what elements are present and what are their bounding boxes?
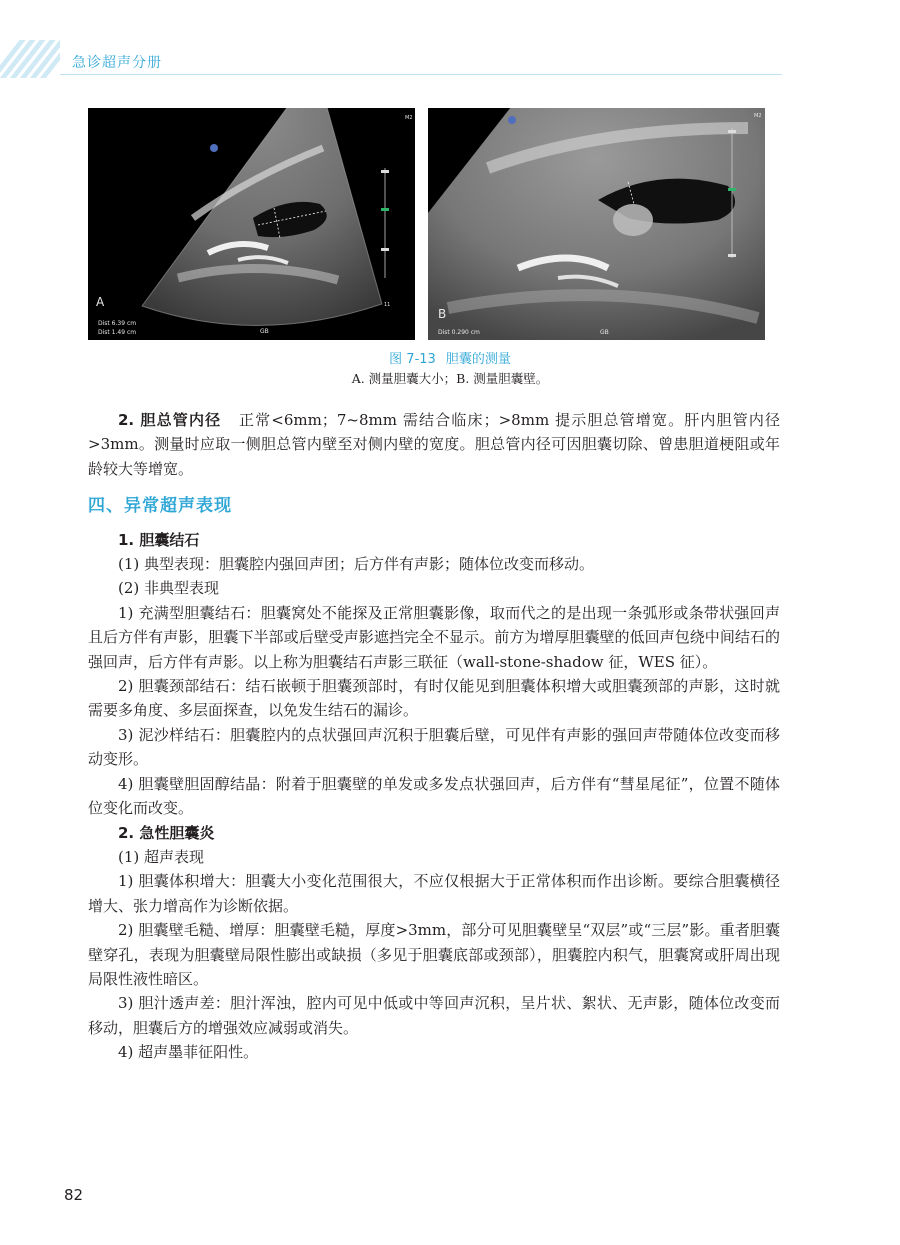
paragraph-us-findings: (1) 超声表现 (118, 847, 205, 866)
figure-title: 胆囊的测量 (445, 352, 511, 367)
figure-subcaption: A. 测量胆囊大小；B. 测量胆囊壁。 (351, 371, 549, 386)
panel-a-depth-label: 11 (384, 302, 391, 308)
paragraph-text: 正常<6mm；7~8mm 需结合临床；>8mm 提示胆总管增宽。肝内胆管内径>3mm。测量时应取一侧胆总管内壁至对侧内壁的宽度。胆总管内径可因胆囊切除、曾患胆道梗阻或年龄较大等增宽。 (88, 411, 780, 478)
paragraph-wall-thickening: 2) 胆囊壁毛糙、增厚：胆囊壁毛糙，厚度>3mm，部分可见胆囊壁呈“双层”或“三层”影。重者胆囊壁穿孔，表现为胆囊壁局限性膨出或缺损（多见于胆囊底部或颈部），胆囊腔内积气，胆囊窝或肝周出现局限性液性暗区。 (88, 921, 780, 988)
panel-b-dist-1: Dist 0.290 cm (438, 329, 480, 336)
panel-b-gb-label: GB (600, 329, 609, 336)
panel-a-dist-2: Dist 1.49 cm (98, 329, 137, 336)
paragraph-sludge-stone: 3) 泥沙样结石：胆囊腔内的点状强回声沉积于胆囊后壁，可见伴有声影的强回声带随体位改变而移动变形。 (88, 725, 780, 769)
panel-a-gb-label: GB (260, 328, 269, 335)
figure-caption (0, 348, 900, 367)
header-rule (60, 74, 782, 75)
paragraph-atypical: (2) 非典型表现 (118, 579, 220, 598)
panel-b-label: B (438, 307, 447, 321)
paragraph-lead: 2. 胆总管内径 (118, 411, 222, 429)
ultrasound-image-a (88, 108, 415, 340)
page-number: 82 (64, 1186, 84, 1204)
svg-text:M2: M2 (405, 115, 413, 121)
paragraph-filled-stone: 1) 充满型胆囊结石：胆囊窝处不能探及正常胆囊影像，取而代之的是出现一条弧形或条带状强回声且后方伴有声影，胆囊下半部或后壁受声影遮挡完全不显示。前方为增厚胆囊壁的低回声包绕中间结石的强回声，后方伴有声影。以上称为胆囊结石声影三联征（wall-stone-shadow 征，WES 征）。 (88, 603, 780, 671)
panel-a-label: A (96, 295, 105, 309)
paragraph-cholesterol: 4) 胆囊壁胆固醇结晶：附着于胆囊壁的单发或多发点状强回声，后方伴有“彗星尾征”，位置不随体位变化而改变。 (88, 774, 780, 818)
body-text (88, 408, 780, 1065)
ultrasound-image-b (428, 108, 765, 340)
panel-a-dist-1: Dist 6.39 cm (98, 320, 137, 327)
paragraph-bile: 3) 胆汁透声差：胆汁浑浊，腔内可见中低或中等回声沉积，呈片状、絮状、无声影，随体位改变而移动，胆囊后方的增强效应减弱或消失。 (88, 994, 780, 1037)
figure-number: 图 7-13 (389, 352, 436, 367)
subheading-acute-cholecystitis: 2. 急性胆囊炎 (118, 823, 215, 842)
paragraph-enlarged: 1) 胆囊体积增大：胆囊大小变化范围很大，不应仅根据大于正常体积而作出诊断。要综合胆囊横径增大、张力增高作为诊断依据。 (88, 872, 780, 915)
svg-text:M2: M2 (754, 113, 762, 119)
paragraph-typical: (1) 典型表现：胆囊腔内强回声团；后方伴有声影；随体位改变而移动。 (118, 555, 595, 574)
paragraph-murphy: 4) 超声墨菲征阳性。 (118, 1043, 259, 1062)
running-header-title: 急诊超声分册 (72, 55, 162, 71)
subheading-gallstones: 1. 胆囊结石 (118, 530, 200, 549)
paragraph-neck-stone: 2) 胆囊颈部结石：结石嵌顿于胆囊颈部时，有时仅能见到胆囊体积增大或胆囊颈部的声影，这时就需要多角度、多层面探查，以免发生结石的漏诊。 (88, 677, 780, 720)
section-heading: 四、异常超声表现 (88, 496, 232, 517)
paragraph-common-bile-duct (88, 408, 780, 481)
header-stripes-decoration (0, 40, 60, 78)
